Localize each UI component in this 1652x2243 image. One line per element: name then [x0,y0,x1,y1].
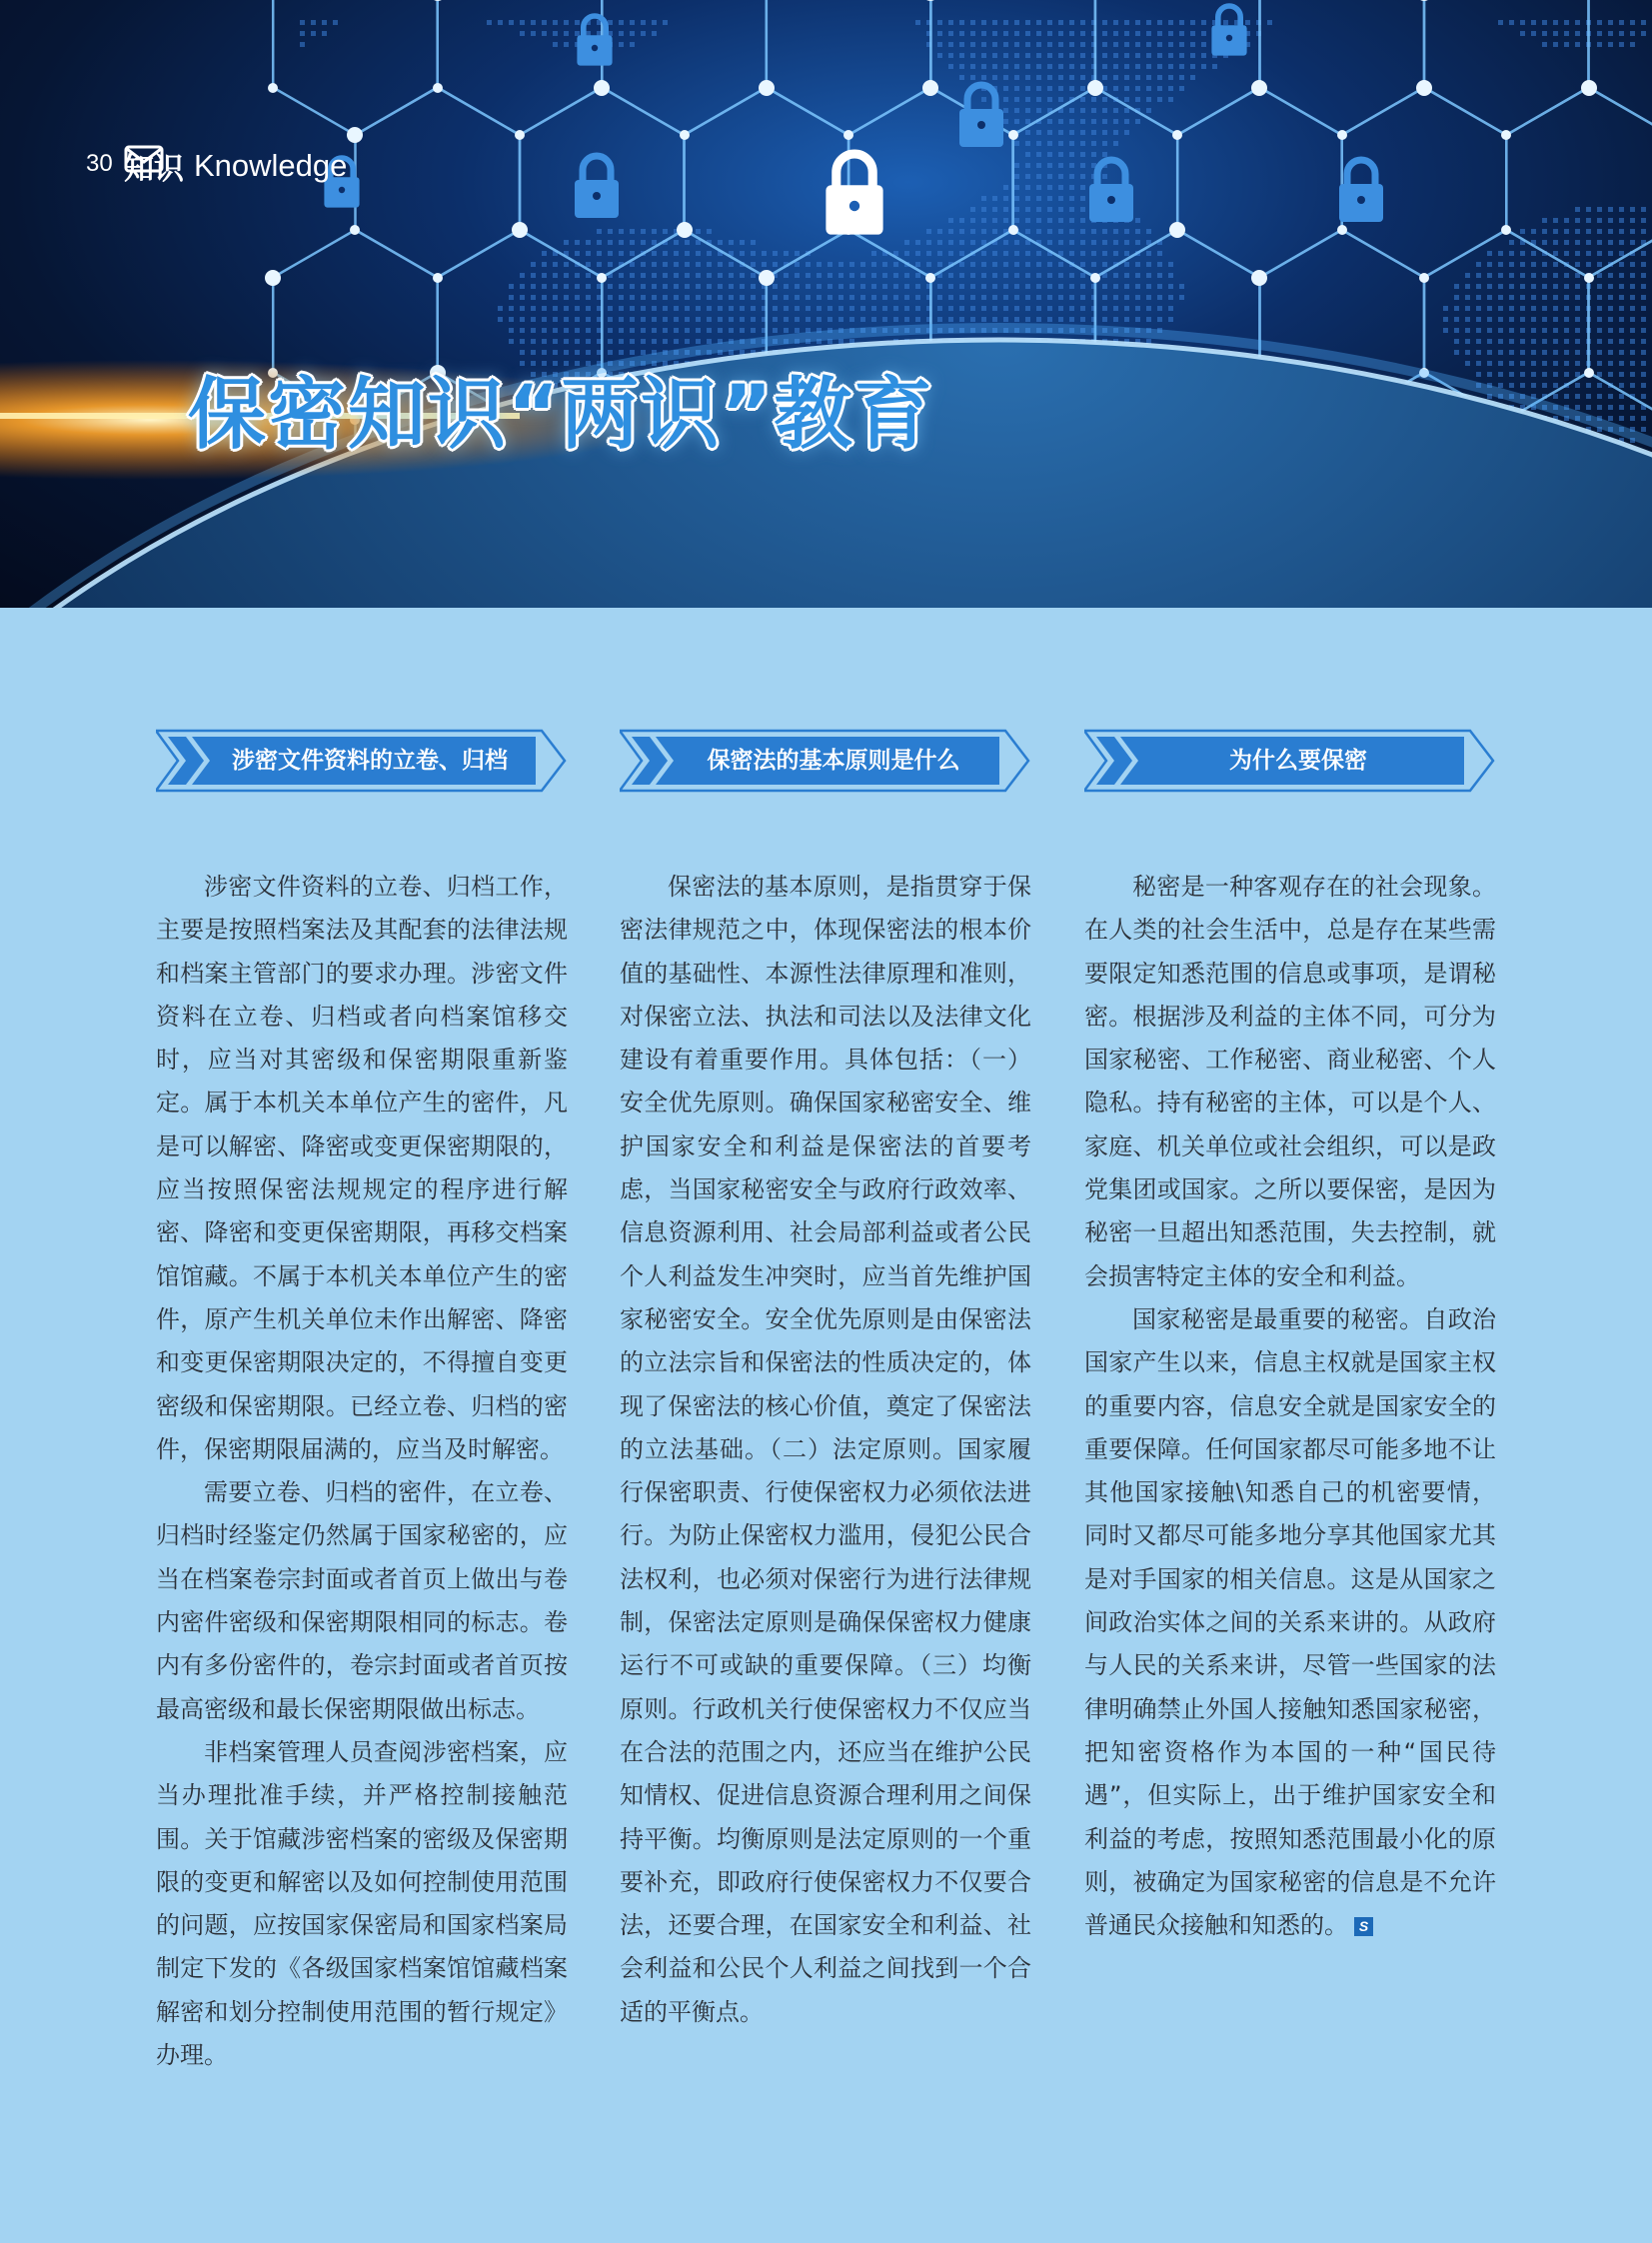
padlock-icon [575,156,619,218]
column-header [620,728,1031,794]
column-heading: 为什么要保密 [1229,748,1367,774]
section-tag [124,144,347,188]
padlock-icon [577,16,612,66]
envelope-icon [124,144,164,174]
end-mark-icon: S [1354,1917,1373,1936]
paragraph-text: 国家秘密是最重要的秘密。自政治国家产生以来，信息主权就是国家主权的重要内容，信息安全就是国家安全的重要保障。任何国家都尽可能多地不让其他国家接触\知悉自己的机密要情，同时又都尽可能多地分享其他国家尤其是对手国家的相关信息。这是从国家之间政治实体之间的关系来讲的。从政府与人民的关系来讲，尽管一些国家的法律明确禁止外国人接触知悉国家秘密，把知密资格作为本国的一种“国民待遇”，但实际上，出于维护国家安全和利益的考虑，按照知悉范围最小化的原则，被确定为国家秘密的信息是不允许普通民众接触和知悉的。 [1084,1304,1496,1940]
paragraph: 需要立卷、归档的密件，在立卷、归档时经鉴定仍然属于国家秘密的，应当在档案卷宗封面或者首页上做出与卷内密件密级和保密期限相同的标志。卷内有多份密件的，卷宗封面或者首页按最高密级和最长保密期限做出标志。 [156,1478,568,1723]
banner-illustration [0,0,1652,608]
paragraph [1084,1298,1496,1947]
column-heading: 涉密文件资料的立卷、归档 [232,748,508,774]
page-title: 保密知识“两识”教育 [188,370,934,460]
column-heading: 保密法的基本原则是什么 [707,748,960,774]
column-filing [156,728,568,2077]
padlock-icon [826,154,882,235]
padlock-icon [959,85,1003,147]
section-label-zh: 知识 [124,152,184,187]
column-body [156,866,568,2077]
paragraph: 保密法的基本原则，是指贯穿于保密法律规范之中，体现保密法的根本价值的基础性、本源性法律原理和准则，对保密立法、执法和司法以及法律文化建设有着重要作用。具体包括：（一）安全优先原则。确保国家秘密安全、维护国家安全和利益是保密法的首要考虑，当国家秘密安全与政府行政效率、信息资源利用、社会局部利益或者公民个人利益发生冲突时，应当首先维护国家秘密安全。安全优先原则是由保密法的立法宗旨和保密法的性质决定的，体现了保密法的核心价值，奠定了保密法的立法基础。（二）法定原则。国家履行保密职责、行使保密权力必须依法进行。为防止保密权力滥用，侵犯公民合法权利，也必须对保密行为进行法律规制，保密法定原则是确保保密权力健康运行不可或缺的重要保障。（三）均衡原则。行政机关行使保密权力不仅应当在合法的范围之内，还应当在维护公民知情权、促进信息资源合理利用之间保持平衡。均衡原则是法定原则的一个重要补充，即政府行使保密权力不仅要合法，还要合理，在国家安全和利益、社会利益和公民个人利益之间找到一个合适的平衡点。 [620,873,1031,2026]
padlock-icon [1339,160,1383,222]
column-header [156,728,568,794]
header-banner [0,0,1652,608]
paragraph: 非档案管理人员查阅涉密档案，应当办理批准手续，并严格控制接触范围。关于馆藏涉密档案的密级及保密期限的变更和解密以及如何控制使用范围的问题，应按国家保密局和国家档案局制定下发的《各级国家档案馆馆藏档案解密和划分控制使用范围的暂行规定》办理。 [156,1737,568,2070]
column-body [1084,866,1496,1947]
paragraph: 涉密文件资料的立卷、归档工作，主要是按照档案法及其配套的法律法规和档案主管部门的要求办理。涉密文件资料在立卷、归档或者向档案馆移交时，应当对其密级和保密期限重新鉴定。属于本机关本单位产生的密件，凡是可以解密、降密或变更保密期限的，应当按照保密法规规定的程序进行解密、降密和变更保密期限，再移交档案馆馆藏。不属于本机关本单位产生的密件，原产生机关单位未作出解密、降密和变更保密期限决定的，不得擅自变更密级和保密期限。已经立卷、归档的密件，保密期限届满的，应当及时解密。 [156,873,568,1463]
padlock-icon [1211,6,1246,56]
column-body [620,866,1031,2034]
padlock-icon [1089,160,1133,222]
column-principles [620,728,1031,2034]
column-why-secrecy [1084,728,1496,1947]
paragraph: 秘密是一种客观存在的社会现象。在人类的社会生活中，总是存在某些需要限定知悉范围的信息或事项，是谓秘密。根据涉及利益的主体不同，可分为国家秘密、工作秘密、商业秘密、个人隐私。持有秘密的主体，可以是个人、家庭、机关单位或社会组织，可以是政党集团或国家。之所以要保密，是因为秘密一旦超出知悉范围，失去控制，就会损害特定主体的安全和利益。 [1084,873,1496,1290]
page-number: 30 [86,150,113,177]
section-label-en: Knowledge [194,148,348,183]
column-header [1084,728,1496,794]
